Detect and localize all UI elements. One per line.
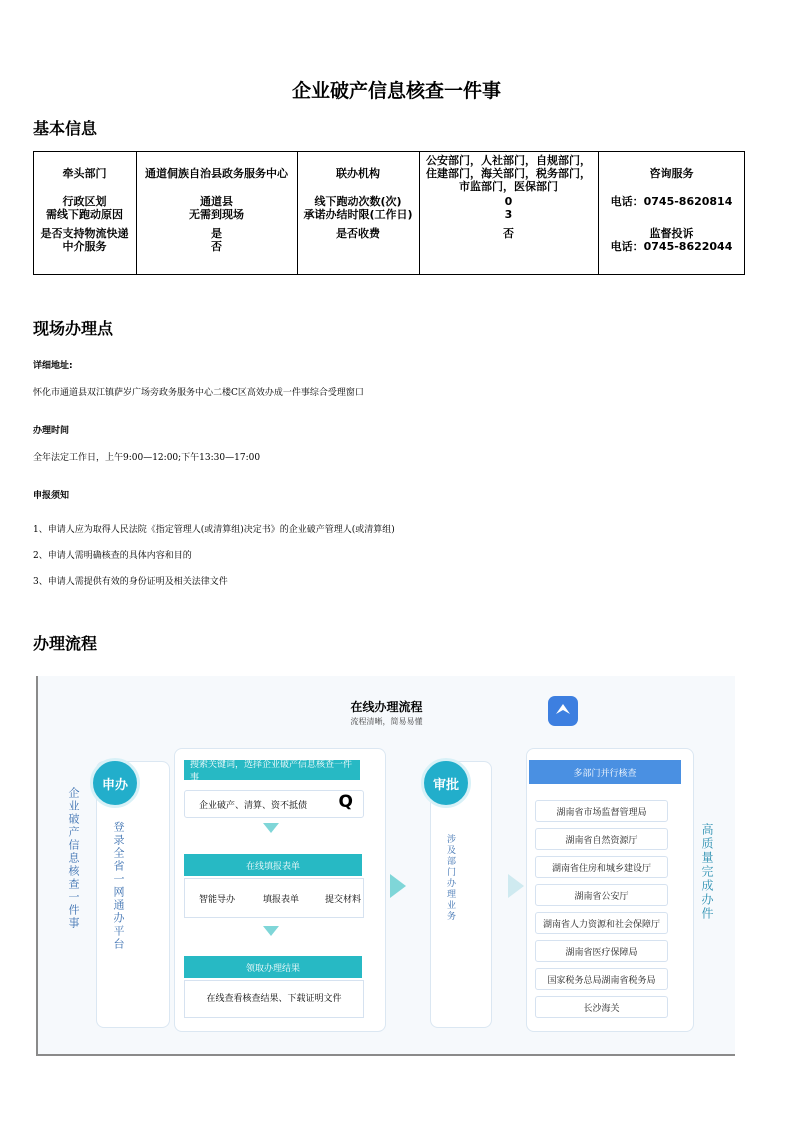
search-input-value: 企业破产、清算、资不抵债 [199, 801, 308, 811]
apply-badge: 申办 [90, 758, 140, 808]
logo-icon [548, 696, 578, 726]
fee-value: 否 [503, 227, 514, 240]
search-input[interactable] [184, 790, 364, 818]
time-label: 办理时间 [33, 426, 70, 436]
department-item: 国家税务总局湖南省税务局 [535, 968, 668, 990]
consult-label: 咨询服务 [649, 166, 694, 180]
agency-value: 否 [211, 240, 222, 253]
offline-label: 线下跑动次数(次) [314, 195, 402, 208]
fill-step: 填报表单 [263, 895, 300, 905]
table-row [33, 151, 745, 195]
page-title: 企业破产信息核查一件事 [291, 80, 501, 102]
table-row [33, 221, 745, 240]
left-vertical-box [58, 781, 88, 991]
result-bar-label: 领取办理结果 [184, 956, 362, 978]
region-label: 行政区划 [62, 195, 107, 208]
department-item: 湖南省医疗保障局 [535, 940, 668, 962]
basic-info-table [33, 151, 745, 253]
fill-step: 智能导办 [199, 895, 236, 905]
address-text: 怀化市通道县双江镇萨岁广场旁政务服务中心二楼C区高效办成一件事综合受理窗口 [33, 388, 364, 398]
right-vertical-text: 高质量完成办件 [700, 823, 714, 921]
offline-value: 0 [504, 195, 513, 208]
down-arrow-icon [263, 823, 279, 833]
review-badge: 审批 [421, 758, 471, 808]
consult-phone: 电话：0745-8620814 [610, 195, 733, 208]
agency-label: 中介服务 [62, 240, 107, 253]
supervise-label: 监督投诉 [649, 227, 694, 240]
left-vertical-text: 企业破产信息核查一件事 [67, 787, 80, 930]
deadline-label: 承诺办结时限(工作日) [303, 208, 413, 221]
department-item: 湖南省住房和城乡建设厅 [535, 856, 668, 878]
table-row [33, 240, 745, 253]
right-arrow-icon [508, 874, 524, 898]
search-bar-label: 搜索关键词，选择企业破产信息核查一件事 [184, 760, 360, 780]
department-item: 长沙海关 [535, 996, 668, 1018]
flow-panel-title: 在线办理流程 [350, 700, 423, 714]
result-text: 在线查看核查结果、下载证明文件 [184, 980, 364, 1018]
joint-label: 联办机构 [336, 166, 380, 180]
notice-item: 1、申请人应为取得人民法院《指定管理人(或清算组)决定书》的企业破产管理人(或清算组) [33, 525, 395, 535]
logistics-label: 是否支持物流快递 [40, 227, 129, 240]
fill-step: 提交材料 [325, 895, 362, 905]
address-label: 详细地址: [33, 361, 73, 371]
department-item: 湖南省自然资源厅 [535, 828, 668, 850]
notice-item: 2、申请人需明确核查的具体内容和目的 [33, 551, 192, 561]
lead-dept-value: 通道侗族自治县政务服务中心 [145, 166, 288, 180]
notice-label: 申报须知 [33, 491, 70, 501]
reason-value: 无需到现场 [189, 208, 244, 221]
department-item: 湖南省人力资源和社会保障厅 [535, 912, 668, 934]
time-text: 全年法定工作日，上午9:00—12:00;下午13:30—17:00 [33, 453, 261, 463]
search-icon: Q [338, 792, 353, 812]
deadline-value: 3 [504, 208, 513, 221]
logistics-value: 是 [211, 227, 222, 240]
basic-info-heading: 基本信息 [33, 119, 98, 138]
region-value: 通道县 [200, 195, 233, 208]
joint-value: 公安部门，人社部门，自规部门，住建部门，海关部门，税务部门，市监部门，医保部门 [426, 153, 591, 193]
fill-steps [184, 878, 364, 918]
site-heading: 现场办理点 [33, 319, 114, 338]
table-row [33, 195, 745, 208]
supervise-phone: 电话：0745-8622044 [610, 240, 733, 253]
apply-vertical-text: 登录全省一网通办平台 [112, 821, 125, 951]
notice-item: 3、申请人需提供有效的身份证明及相关法律文件 [33, 577, 228, 587]
right-arrow-icon [390, 874, 406, 898]
fill-bar-label: 在线填报表单 [184, 854, 362, 876]
flow-heading: 办理流程 [33, 634, 98, 653]
table-row [33, 208, 745, 221]
fee-label: 是否收费 [336, 227, 380, 240]
flow-panel-subtitle: 流程清晰，简易易懂 [350, 717, 423, 726]
reason-label: 需线下跑动原因 [46, 208, 123, 221]
department-item: 湖南省公安厅 [535, 884, 668, 906]
down-arrow-icon [263, 926, 279, 936]
review-vertical-text: 涉及部门办理业务 [445, 834, 455, 922]
parallel-bar-label: 多部门并行核查 [529, 760, 681, 784]
department-item: 湖南省市场监督管理局 [535, 800, 668, 822]
lead-dept-label: 牵头部门 [62, 166, 107, 180]
